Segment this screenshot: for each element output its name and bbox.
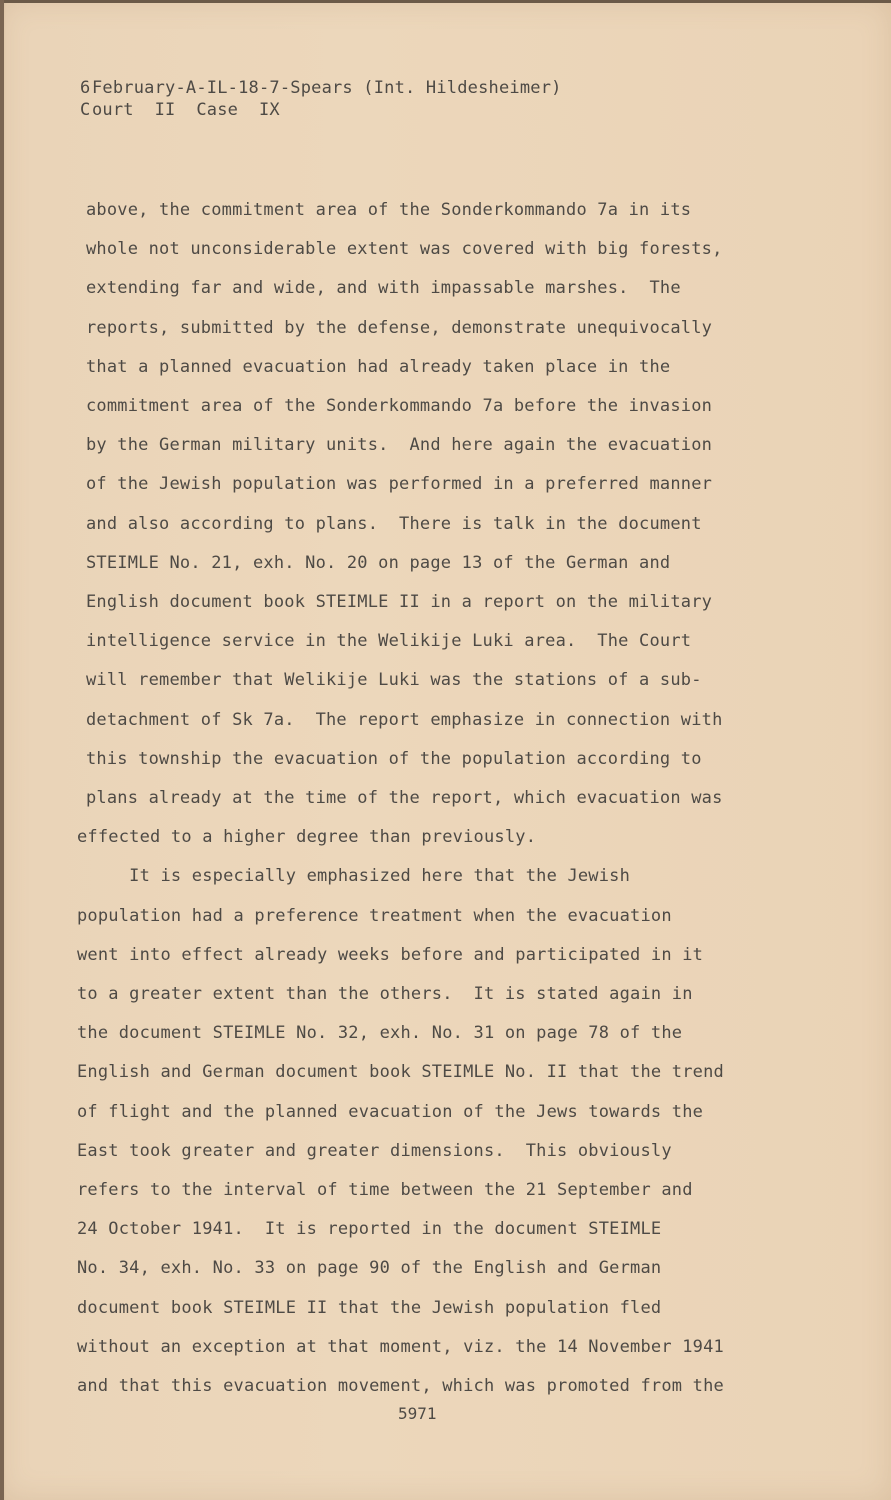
body-line: reports, submitted by the defense, demonstrate unequivocally xyxy=(86,317,713,338)
body-line: No. 34, exh. No. 33 on page 90 of the English and German xyxy=(77,1258,662,1279)
header-case: ourt II Case IX xyxy=(92,100,280,120)
body-line: intelligence service in the Welikije Luki area. The Court xyxy=(86,631,692,652)
header-line-1 xyxy=(80,78,562,98)
body-line: English and German document book STEIMLE No. II that the trend xyxy=(77,1062,724,1083)
page-edge-left xyxy=(0,0,4,1500)
body-line: this township the evacuation of the population according to xyxy=(86,748,702,769)
header-prefix-2: C xyxy=(80,100,91,120)
body-line: plans already at the time of the report, which evacuation was xyxy=(86,788,723,808)
body-line: of flight and the planned evacuation of the Jews towards the xyxy=(77,1101,704,1122)
page-number: 5971 xyxy=(398,1404,437,1423)
body-line: that a planned evacuation had already taken place in the xyxy=(86,356,671,377)
header-prefix-1: 6 xyxy=(80,78,91,98)
body-line: by the German military units. And here again the evacuation xyxy=(86,435,713,456)
body-line: will remember that Welikije Luki was the stations of a sub- xyxy=(86,670,702,691)
body-line: without an exception at that moment, viz. the 14 November 1941 xyxy=(77,1336,724,1357)
body-line: English document book STEIMLE II in a report on the military xyxy=(86,592,713,612)
body-line: and that this evacuation movement, which was promoted from the xyxy=(77,1376,724,1396)
body-line: commitment area of the Sonderkommando 7a before the invasion xyxy=(86,396,713,416)
body-line: 24 October 1941. It is reported in the document STEIMLE xyxy=(77,1219,662,1240)
body-line: refers to the interval of time between the 21 September and xyxy=(77,1180,693,1200)
page-edge-top xyxy=(0,0,891,3)
body-line: and also according to plans. There is talk in the document xyxy=(86,513,702,534)
body-line: It is especially emphasized here that the Jewish xyxy=(77,866,631,887)
body-line: East took greater and greater dimensions. This obviously xyxy=(77,1140,672,1161)
header-title: February-A-IL-18-7-Spears (Int. Hildesheimer) xyxy=(92,78,562,98)
body-line: document book STEIMLE II that the Jewish population fled xyxy=(77,1297,662,1318)
body-line: the document STEIMLE No. 32, exh. No. 31 on page 78 of the xyxy=(77,1023,683,1044)
body-line: went into effect already weeks before and participated in it xyxy=(77,944,704,965)
body-line: detachment of Sk 7a. The report emphasize in connection with xyxy=(86,709,723,730)
body-line: effected to a higher degree than previously. xyxy=(77,827,537,848)
body-line: whole not unconsiderable extent was covered with big forests, xyxy=(86,239,723,260)
body-line: above, the commitment area of the Sonderkommando 7a in its xyxy=(86,200,692,220)
body-line: population had a preference treatment when the evacuation xyxy=(77,905,672,926)
body-line: extending far and wide, and with impassable marshes. The xyxy=(86,278,681,299)
header-line-2 xyxy=(80,100,280,120)
body-line: of the Jewish population was performed in a preferred manner xyxy=(86,474,713,495)
body-line: STEIMLE No. 21, exh. No. 20 on page 13 of the German and xyxy=(86,552,671,573)
body-line: to a greater extent than the others. It is stated again in xyxy=(77,984,693,1004)
